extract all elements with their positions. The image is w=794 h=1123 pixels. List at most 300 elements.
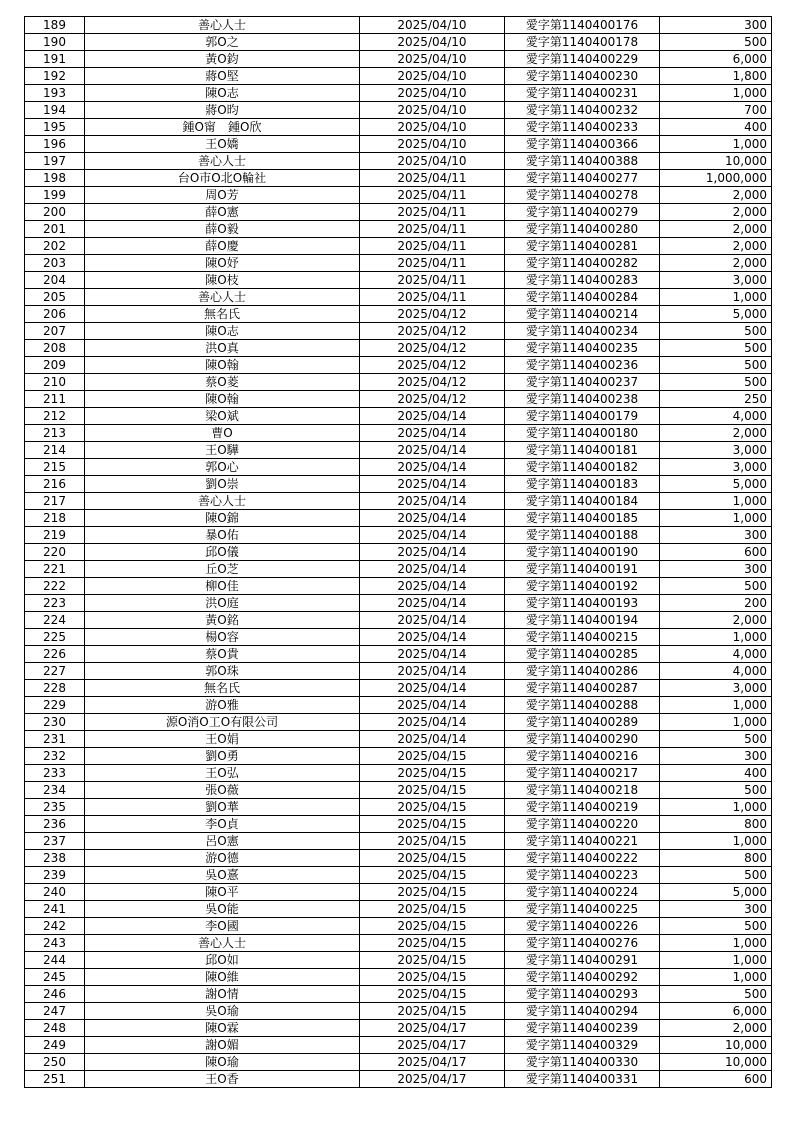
amount-cell: 1,000: [660, 935, 772, 952]
table-row: [25, 901, 772, 918]
row-number-cell: 218: [25, 510, 85, 527]
donation-date-cell: 2025/04/10: [360, 34, 505, 51]
amount-cell: 2,000: [660, 612, 772, 629]
row-number-cell: 248: [25, 1020, 85, 1037]
donation-date-cell: 2025/04/10: [360, 136, 505, 153]
row-number-cell: 236: [25, 816, 85, 833]
donation-date-cell: 2025/04/14: [360, 527, 505, 544]
row-number-cell: 231: [25, 731, 85, 748]
donation-date-cell: 2025/04/15: [360, 901, 505, 918]
row-number-cell: 203: [25, 255, 85, 272]
donation-date-cell: 2025/04/14: [360, 408, 505, 425]
amount-cell: 500: [660, 578, 772, 595]
table-row: [25, 34, 772, 51]
table-row: [25, 425, 772, 442]
receipt-number-cell: 愛字第1140400220: [505, 816, 660, 833]
donor-name-cell: 無名氏: [85, 306, 360, 323]
table-row: [25, 340, 772, 357]
receipt-number-cell: 愛字第1140400331: [505, 1071, 660, 1088]
donor-name-cell: 無名氏: [85, 680, 360, 697]
receipt-number-cell: 愛字第1140400214: [505, 306, 660, 323]
amount-cell: 500: [660, 918, 772, 935]
donation-date-cell: 2025/04/12: [360, 391, 505, 408]
donation-date-cell: 2025/04/14: [360, 629, 505, 646]
row-number-cell: 229: [25, 697, 85, 714]
table-row: [25, 85, 772, 102]
donor-name-cell: 蔣O堅: [85, 68, 360, 85]
receipt-number-cell: 愛字第1140400238: [505, 391, 660, 408]
receipt-number-cell: 愛字第1140400180: [505, 425, 660, 442]
receipt-number-cell: 愛字第1140400235: [505, 340, 660, 357]
row-number-cell: 211: [25, 391, 85, 408]
donor-name-cell: 善心人士: [85, 17, 360, 34]
receipt-number-cell: 愛字第1140400290: [505, 731, 660, 748]
donation-date-cell: 2025/04/15: [360, 918, 505, 935]
amount-cell: 500: [660, 357, 772, 374]
row-number-cell: 241: [25, 901, 85, 918]
receipt-number-cell: 愛字第1140400224: [505, 884, 660, 901]
amount-cell: 400: [660, 765, 772, 782]
donor-name-cell: 曹O: [85, 425, 360, 442]
amount-cell: 250: [660, 391, 772, 408]
amount-cell: 5,000: [660, 306, 772, 323]
donor-name-cell: 鍾O甯 鍾O欣: [85, 119, 360, 136]
amount-cell: 10,000: [660, 153, 772, 170]
table-row: [25, 204, 772, 221]
donor-name-cell: 楊O容: [85, 629, 360, 646]
receipt-number-cell: 愛字第1140400178: [505, 34, 660, 51]
row-number-cell: 217: [25, 493, 85, 510]
receipt-number-cell: 愛字第1140400192: [505, 578, 660, 595]
table-row: [25, 323, 772, 340]
donor-name-cell: 張O薇: [85, 782, 360, 799]
donor-name-cell: 游O德: [85, 850, 360, 867]
donor-name-cell: 柳O佳: [85, 578, 360, 595]
amount-cell: 1,800: [660, 68, 772, 85]
donation-date-cell: 2025/04/10: [360, 102, 505, 119]
receipt-number-cell: 愛字第1140400229: [505, 51, 660, 68]
row-number-cell: 226: [25, 646, 85, 663]
row-number-cell: 205: [25, 289, 85, 306]
row-number-cell: 202: [25, 238, 85, 255]
donor-name-cell: 吳O能: [85, 901, 360, 918]
table-row: [25, 187, 772, 204]
row-number-cell: 196: [25, 136, 85, 153]
receipt-number-cell: 愛字第1140400230: [505, 68, 660, 85]
receipt-number-cell: 愛字第1140400388: [505, 153, 660, 170]
receipt-number-cell: 愛字第1140400182: [505, 459, 660, 476]
donor-name-cell: 陳O枝: [85, 272, 360, 289]
amount-cell: 1,000: [660, 136, 772, 153]
amount-cell: 2,000: [660, 204, 772, 221]
row-number-cell: 222: [25, 578, 85, 595]
table-row: [25, 238, 772, 255]
table-row: [25, 527, 772, 544]
amount-cell: 6,000: [660, 51, 772, 68]
receipt-number-cell: 愛字第1140400279: [505, 204, 660, 221]
row-number-cell: 206: [25, 306, 85, 323]
amount-cell: 1,000: [660, 969, 772, 986]
table-row: [25, 136, 772, 153]
donation-table: [24, 16, 772, 1088]
table-row: [25, 629, 772, 646]
amount-cell: 2,000: [660, 255, 772, 272]
donation-date-cell: 2025/04/14: [360, 561, 505, 578]
donor-name-cell: 陳O平: [85, 884, 360, 901]
amount-cell: 1,000: [660, 833, 772, 850]
row-number-cell: 230: [25, 714, 85, 731]
amount-cell: 1,000: [660, 510, 772, 527]
table-row: [25, 1003, 772, 1020]
donor-name-cell: 薛O慶: [85, 238, 360, 255]
donation-date-cell: 2025/04/14: [360, 476, 505, 493]
donor-name-cell: 邱O如: [85, 952, 360, 969]
donor-name-cell: 薛O憲: [85, 204, 360, 221]
table-row: [25, 969, 772, 986]
receipt-number-cell: 愛字第1140400277: [505, 170, 660, 187]
receipt-number-cell: 愛字第1140400278: [505, 187, 660, 204]
table-row: [25, 952, 772, 969]
row-number-cell: 235: [25, 799, 85, 816]
donor-name-cell: 洪O庭: [85, 595, 360, 612]
receipt-number-cell: 愛字第1140400219: [505, 799, 660, 816]
donation-date-cell: 2025/04/14: [360, 697, 505, 714]
receipt-number-cell: 愛字第1140400366: [505, 136, 660, 153]
row-number-cell: 242: [25, 918, 85, 935]
row-number-cell: 224: [25, 612, 85, 629]
donor-name-cell: 吳O瑜: [85, 1003, 360, 1020]
row-number-cell: 208: [25, 340, 85, 357]
table-row: [25, 578, 772, 595]
donor-name-cell: 周O芳: [85, 187, 360, 204]
donor-name-cell: 謝O媚: [85, 1037, 360, 1054]
donor-name-cell: 劉O勇: [85, 748, 360, 765]
donation-date-cell: 2025/04/14: [360, 578, 505, 595]
donor-name-cell: 王O弘: [85, 765, 360, 782]
row-number-cell: 197: [25, 153, 85, 170]
donation-date-cell: 2025/04/14: [360, 663, 505, 680]
table-row: [25, 289, 772, 306]
table-row: [25, 595, 772, 612]
donor-name-cell: 劉O崇: [85, 476, 360, 493]
row-number-cell: 244: [25, 952, 85, 969]
donation-date-cell: 2025/04/15: [360, 986, 505, 1003]
amount-cell: 10,000: [660, 1054, 772, 1071]
donation-date-cell: 2025/04/12: [360, 374, 505, 391]
row-number-cell: 207: [25, 323, 85, 340]
donation-date-cell: 2025/04/14: [360, 646, 505, 663]
amount-cell: 1,000: [660, 629, 772, 646]
row-number-cell: 232: [25, 748, 85, 765]
receipt-number-cell: 愛字第1140400226: [505, 918, 660, 935]
receipt-number-cell: 愛字第1140400218: [505, 782, 660, 799]
amount-cell: 4,000: [660, 408, 772, 425]
donation-date-cell: 2025/04/14: [360, 442, 505, 459]
donation-date-cell: 2025/04/17: [360, 1054, 505, 1071]
row-number-cell: 237: [25, 833, 85, 850]
table-row: [25, 833, 772, 850]
table-row: [25, 697, 772, 714]
table-row: [25, 102, 772, 119]
amount-cell: 2,000: [660, 238, 772, 255]
table-row: [25, 476, 772, 493]
row-number-cell: 214: [25, 442, 85, 459]
table-row: [25, 391, 772, 408]
donor-name-cell: 王O驊: [85, 442, 360, 459]
row-number-cell: 228: [25, 680, 85, 697]
table-row: [25, 17, 772, 34]
receipt-number-cell: 愛字第1140400225: [505, 901, 660, 918]
donation-date-cell: 2025/04/15: [360, 850, 505, 867]
table-row: [25, 493, 772, 510]
receipt-number-cell: 愛字第1140400217: [505, 765, 660, 782]
receipt-number-cell: 愛字第1140400287: [505, 680, 660, 697]
donor-name-cell: 善心人士: [85, 493, 360, 510]
amount-cell: 5,000: [660, 884, 772, 901]
donor-name-cell: 台O市O北O輪社: [85, 170, 360, 187]
donation-date-cell: 2025/04/14: [360, 680, 505, 697]
donation-date-cell: 2025/04/11: [360, 289, 505, 306]
receipt-number-cell: 愛字第1140400288: [505, 697, 660, 714]
donor-name-cell: 丘O芝: [85, 561, 360, 578]
donor-name-cell: 洪O真: [85, 340, 360, 357]
donation-date-cell: 2025/04/15: [360, 952, 505, 969]
receipt-number-cell: 愛字第1140400231: [505, 85, 660, 102]
receipt-number-cell: 愛字第1140400237: [505, 374, 660, 391]
donor-name-cell: 劉O華: [85, 799, 360, 816]
donor-name-cell: 蔡O貴: [85, 646, 360, 663]
table-row: [25, 408, 772, 425]
row-number-cell: 223: [25, 595, 85, 612]
donation-date-cell: 2025/04/14: [360, 459, 505, 476]
table-row: [25, 51, 772, 68]
donor-name-cell: 陳O霖: [85, 1020, 360, 1037]
table-row: [25, 1054, 772, 1071]
donation-date-cell: 2025/04/12: [360, 357, 505, 374]
amount-cell: 3,000: [660, 459, 772, 476]
donor-name-cell: 善心人士: [85, 289, 360, 306]
row-number-cell: 233: [25, 765, 85, 782]
receipt-number-cell: 愛字第1140400216: [505, 748, 660, 765]
amount-cell: 1,000: [660, 697, 772, 714]
donation-date-cell: 2025/04/14: [360, 544, 505, 561]
table-row: [25, 765, 772, 782]
row-number-cell: 245: [25, 969, 85, 986]
receipt-number-cell: 愛字第1140400236: [505, 357, 660, 374]
donation-date-cell: 2025/04/10: [360, 85, 505, 102]
donation-date-cell: 2025/04/14: [360, 425, 505, 442]
row-number-cell: 243: [25, 935, 85, 952]
table-row: [25, 663, 772, 680]
row-number-cell: 204: [25, 272, 85, 289]
donor-name-cell: 王O嬌: [85, 136, 360, 153]
receipt-number-cell: 愛字第1140400284: [505, 289, 660, 306]
donation-date-cell: 2025/04/11: [360, 255, 505, 272]
row-number-cell: 193: [25, 85, 85, 102]
table-row: [25, 1071, 772, 1088]
amount-cell: 500: [660, 731, 772, 748]
amount-cell: 500: [660, 867, 772, 884]
donation-date-cell: 2025/04/15: [360, 1003, 505, 1020]
donation-date-cell: 2025/04/15: [360, 833, 505, 850]
donation-date-cell: 2025/04/17: [360, 1037, 505, 1054]
amount-cell: 2,000: [660, 221, 772, 238]
amount-cell: 3,000: [660, 442, 772, 459]
donor-name-cell: 蔣O昀: [85, 102, 360, 119]
receipt-number-cell: 愛字第1140400190: [505, 544, 660, 561]
donation-date-cell: 2025/04/10: [360, 153, 505, 170]
donor-name-cell: 郭O心: [85, 459, 360, 476]
donation-date-cell: 2025/04/11: [360, 221, 505, 238]
amount-cell: 2,000: [660, 1020, 772, 1037]
donation-date-cell: 2025/04/15: [360, 782, 505, 799]
donor-name-cell: 黃O鈞: [85, 51, 360, 68]
receipt-number-cell: 愛字第1140400285: [505, 646, 660, 663]
amount-cell: 500: [660, 323, 772, 340]
amount-cell: 6,000: [660, 1003, 772, 1020]
table-row: [25, 459, 772, 476]
table-row: [25, 255, 772, 272]
amount-cell: 2,000: [660, 425, 772, 442]
row-number-cell: 239: [25, 867, 85, 884]
row-number-cell: 240: [25, 884, 85, 901]
donation-date-cell: 2025/04/12: [360, 306, 505, 323]
table-row: [25, 119, 772, 136]
table-row: [25, 357, 772, 374]
donor-name-cell: 陳O瑜: [85, 1054, 360, 1071]
table-row: [25, 748, 772, 765]
receipt-number-cell: 愛字第1140400193: [505, 595, 660, 612]
row-number-cell: 200: [25, 204, 85, 221]
donor-name-cell: 善心人士: [85, 153, 360, 170]
row-number-cell: 190: [25, 34, 85, 51]
amount-cell: 4,000: [660, 646, 772, 663]
amount-cell: 3,000: [660, 272, 772, 289]
amount-cell: 800: [660, 850, 772, 867]
row-number-cell: 191: [25, 51, 85, 68]
amount-cell: 500: [660, 374, 772, 391]
receipt-number-cell: 愛字第1140400291: [505, 952, 660, 969]
table-row: [25, 272, 772, 289]
donation-date-cell: 2025/04/14: [360, 595, 505, 612]
receipt-number-cell: 愛字第1140400183: [505, 476, 660, 493]
table-row: [25, 68, 772, 85]
table-row: [25, 646, 772, 663]
donor-name-cell: 李O貞: [85, 816, 360, 833]
donation-date-cell: 2025/04/15: [360, 867, 505, 884]
table-row: [25, 374, 772, 391]
row-number-cell: 192: [25, 68, 85, 85]
receipt-number-cell: 愛字第1140400221: [505, 833, 660, 850]
donation-date-cell: 2025/04/14: [360, 731, 505, 748]
donor-name-cell: 梁O斌: [85, 408, 360, 425]
amount-cell: 1,000: [660, 493, 772, 510]
row-number-cell: 227: [25, 663, 85, 680]
table-row: [25, 153, 772, 170]
donation-date-cell: 2025/04/11: [360, 187, 505, 204]
receipt-number-cell: 愛字第1140400234: [505, 323, 660, 340]
amount-cell: 600: [660, 1071, 772, 1088]
table-row: [25, 1037, 772, 1054]
amount-cell: 500: [660, 34, 772, 51]
donor-name-cell: 陳O志: [85, 323, 360, 340]
donation-date-cell: 2025/04/11: [360, 170, 505, 187]
row-number-cell: 234: [25, 782, 85, 799]
donation-date-cell: 2025/04/15: [360, 765, 505, 782]
donation-date-cell: 2025/04/15: [360, 799, 505, 816]
donation-date-cell: 2025/04/10: [360, 119, 505, 136]
receipt-number-cell: 愛字第1140400194: [505, 612, 660, 629]
donor-name-cell: 郭O珠: [85, 663, 360, 680]
amount-cell: 400: [660, 119, 772, 136]
amount-cell: 1,000: [660, 952, 772, 969]
donor-name-cell: 源O消O工O有限公司: [85, 714, 360, 731]
row-number-cell: 195: [25, 119, 85, 136]
row-number-cell: 213: [25, 425, 85, 442]
table-row: [25, 935, 772, 952]
donor-name-cell: 善心人士: [85, 935, 360, 952]
amount-cell: 1,000: [660, 714, 772, 731]
row-number-cell: 246: [25, 986, 85, 1003]
donor-name-cell: 王O香: [85, 1071, 360, 1088]
table-row: [25, 884, 772, 901]
donor-name-cell: 黃O銘: [85, 612, 360, 629]
amount-cell: 300: [660, 901, 772, 918]
amount-cell: 700: [660, 102, 772, 119]
table-row: [25, 986, 772, 1003]
table-row: [25, 782, 772, 799]
table-row: [25, 816, 772, 833]
amount-cell: 500: [660, 340, 772, 357]
amount-cell: 300: [660, 561, 772, 578]
donation-date-cell: 2025/04/17: [360, 1071, 505, 1088]
donation-date-cell: 2025/04/12: [360, 323, 505, 340]
row-number-cell: 219: [25, 527, 85, 544]
table-row: [25, 170, 772, 187]
row-number-cell: 225: [25, 629, 85, 646]
amount-cell: 1,000: [660, 799, 772, 816]
receipt-number-cell: 愛字第1140400215: [505, 629, 660, 646]
donor-name-cell: 陳O翰: [85, 357, 360, 374]
table-row: [25, 850, 772, 867]
donor-name-cell: 游O雅: [85, 697, 360, 714]
donation-date-cell: 2025/04/11: [360, 272, 505, 289]
receipt-number-cell: 愛字第1140400276: [505, 935, 660, 952]
receipt-number-cell: 愛字第1140400280: [505, 221, 660, 238]
donation-date-cell: 2025/04/14: [360, 493, 505, 510]
amount-cell: 10,000: [660, 1037, 772, 1054]
amount-cell: 300: [660, 748, 772, 765]
row-number-cell: 250: [25, 1054, 85, 1071]
receipt-number-cell: 愛字第1140400223: [505, 867, 660, 884]
donation-date-cell: 2025/04/14: [360, 714, 505, 731]
donor-name-cell: 郭O之: [85, 34, 360, 51]
donation-date-cell: 2025/04/15: [360, 748, 505, 765]
donor-name-cell: 吳O憙: [85, 867, 360, 884]
receipt-number-cell: 愛字第1140400282: [505, 255, 660, 272]
row-number-cell: 189: [25, 17, 85, 34]
table-row: [25, 612, 772, 629]
donor-name-cell: 蔡O菱: [85, 374, 360, 391]
receipt-number-cell: 愛字第1140400289: [505, 714, 660, 731]
row-number-cell: 201: [25, 221, 85, 238]
donation-date-cell: 2025/04/11: [360, 238, 505, 255]
table-row: [25, 918, 772, 935]
table-row: [25, 442, 772, 459]
donation-date-cell: 2025/04/17: [360, 1020, 505, 1037]
receipt-number-cell: 愛字第1140400176: [505, 17, 660, 34]
amount-cell: 1,000,000: [660, 170, 772, 187]
